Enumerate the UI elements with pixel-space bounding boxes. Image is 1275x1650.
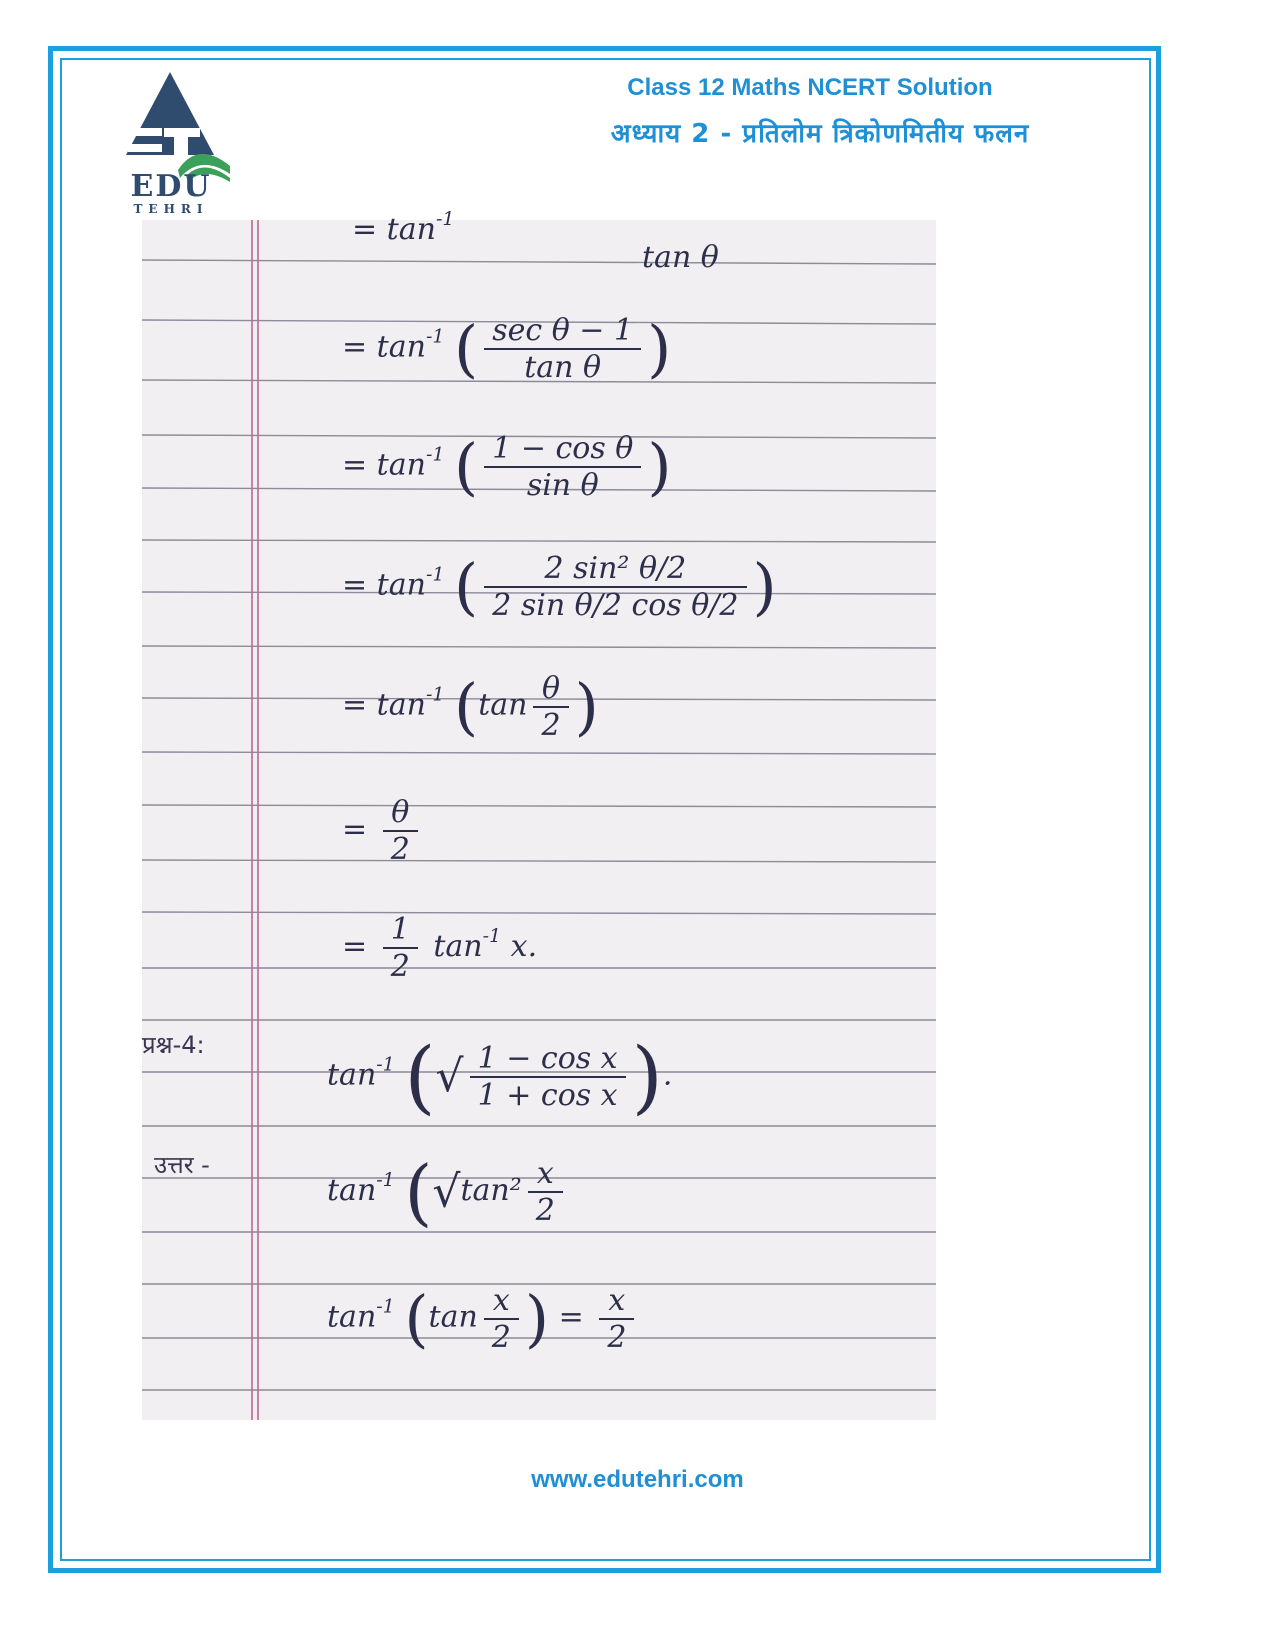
step-1-exp: -1 [425, 325, 445, 348]
step-3: = $\tan^{-1}$ ( $\frac{\text{2 sin² θ/2}}{\text{2 sin θ/2 cos θ/2}}$ ) [342, 550, 777, 623]
step-1-den: tan θ [524, 349, 602, 385]
step-0-lead: = tan [352, 212, 436, 247]
step-0-exp: -1 [435, 208, 455, 230]
step-3-num: 2 sin² θ/2 [484, 551, 746, 588]
step-4-exp: -1 [425, 683, 445, 706]
step-0 [352, 208, 454, 247]
step-2-num: 1 − cos θ [484, 431, 641, 468]
step-4: = $\tan^{-1} (\tan$ $\frac{\theta}{2}$ ) [342, 670, 599, 743]
step-6-var: x. [510, 929, 538, 964]
answer-2-eq: = [558, 1299, 584, 1335]
step-6-lead: = [342, 929, 368, 964]
answer-step-1: $\tan^{-1} (√\tan^2$ $\frac{x}{2}$ [327, 1150, 569, 1234]
question-den: 1 + cos x [477, 1077, 618, 1113]
question-num: 1 − cos x [470, 1041, 626, 1078]
answer-1-lead: tan [327, 1173, 377, 1208]
answer-2-den: 2 [491, 1319, 511, 1355]
answer-1-num: x [528, 1156, 563, 1193]
step-1-lead: = tan [342, 329, 426, 365]
answer-label: उत्तर - [154, 1151, 210, 1179]
step-3-den: 2 sin θ/2 cos θ/2 [492, 587, 739, 623]
step-2-den: sin θ [526, 467, 599, 503]
step-2: = $\tan^{-1}$ ( $\frac{\text{1 − cos θ}}{\text{sin θ}}$ ) [342, 430, 672, 503]
answer-2-inner: tan [428, 1299, 478, 1335]
answer-1-inner: tan² [460, 1173, 522, 1208]
logo-wordmark [110, 169, 232, 216]
step-3-exp: -1 [425, 563, 445, 586]
question-exp: -1 [376, 1053, 395, 1076]
step-4-inner: tan [478, 687, 528, 723]
question-label: प्रश्न-4: [142, 1031, 205, 1059]
step-6 [342, 912, 537, 984]
step-4-lead: = tan [342, 687, 426, 723]
step-6-tail: tan [433, 929, 483, 964]
step-5 [342, 795, 424, 867]
answer-2-exp: -1 [376, 1295, 395, 1318]
answer-1-exp: -1 [376, 1169, 395, 1191]
step-5-den: 2 [390, 832, 410, 867]
logo-tagline: TEHRI [133, 202, 209, 216]
step-5-num: θ [383, 795, 418, 832]
ruled-lines [142, 220, 936, 1420]
answer-1-den: 2 [535, 1193, 555, 1228]
answer-2-rden: 2 [607, 1319, 627, 1355]
step-1-num: sec θ − 1 [484, 313, 641, 350]
step-2-exp: -1 [425, 443, 445, 466]
logo-name: EDU [130, 169, 212, 204]
step-2-lead: = tan [342, 447, 426, 483]
step-6-den: 2 [390, 949, 410, 984]
answer-2-num: x [484, 1283, 519, 1320]
answer-2-lead: tan [327, 1299, 377, 1335]
answer-2-rnum: x [599, 1283, 634, 1320]
question-lead: tan [327, 1057, 377, 1093]
step-6-exp: -1 [482, 925, 502, 947]
step-6-num: 1 [383, 912, 418, 949]
question-expression: $\tan^{-1}$ (√ $\frac{\text{1 − cos x}}{\text{1 + cos x}}$ ). [327, 1030, 673, 1123]
step-3-lead: = tan [342, 567, 426, 603]
step-0-den: tan θ [642, 240, 719, 275]
page-title: Class 12 Maths NCERT Solution [627, 74, 993, 101]
question-end: . [662, 1057, 673, 1093]
footer-website-link[interactable]: www.edutehri.com [531, 1466, 744, 1493]
answer-step-2: $\tan^{-1} (\tan$ $\frac{x}{2}$ ) = $\frac{x}{2}$ [327, 1282, 640, 1355]
chapter-title: अध्याय 2 - प्रतिलोम त्रिकोणमितीय फलन [610, 119, 1030, 149]
step-5-lead: = [342, 812, 368, 847]
step-4-den: 2 [541, 707, 561, 743]
step-4-num: θ [533, 671, 568, 708]
step-1: = $\tan^{-1}$ ( $\frac{\text{sec θ − 1}}{\text{tan θ}}$ ) [342, 312, 672, 385]
